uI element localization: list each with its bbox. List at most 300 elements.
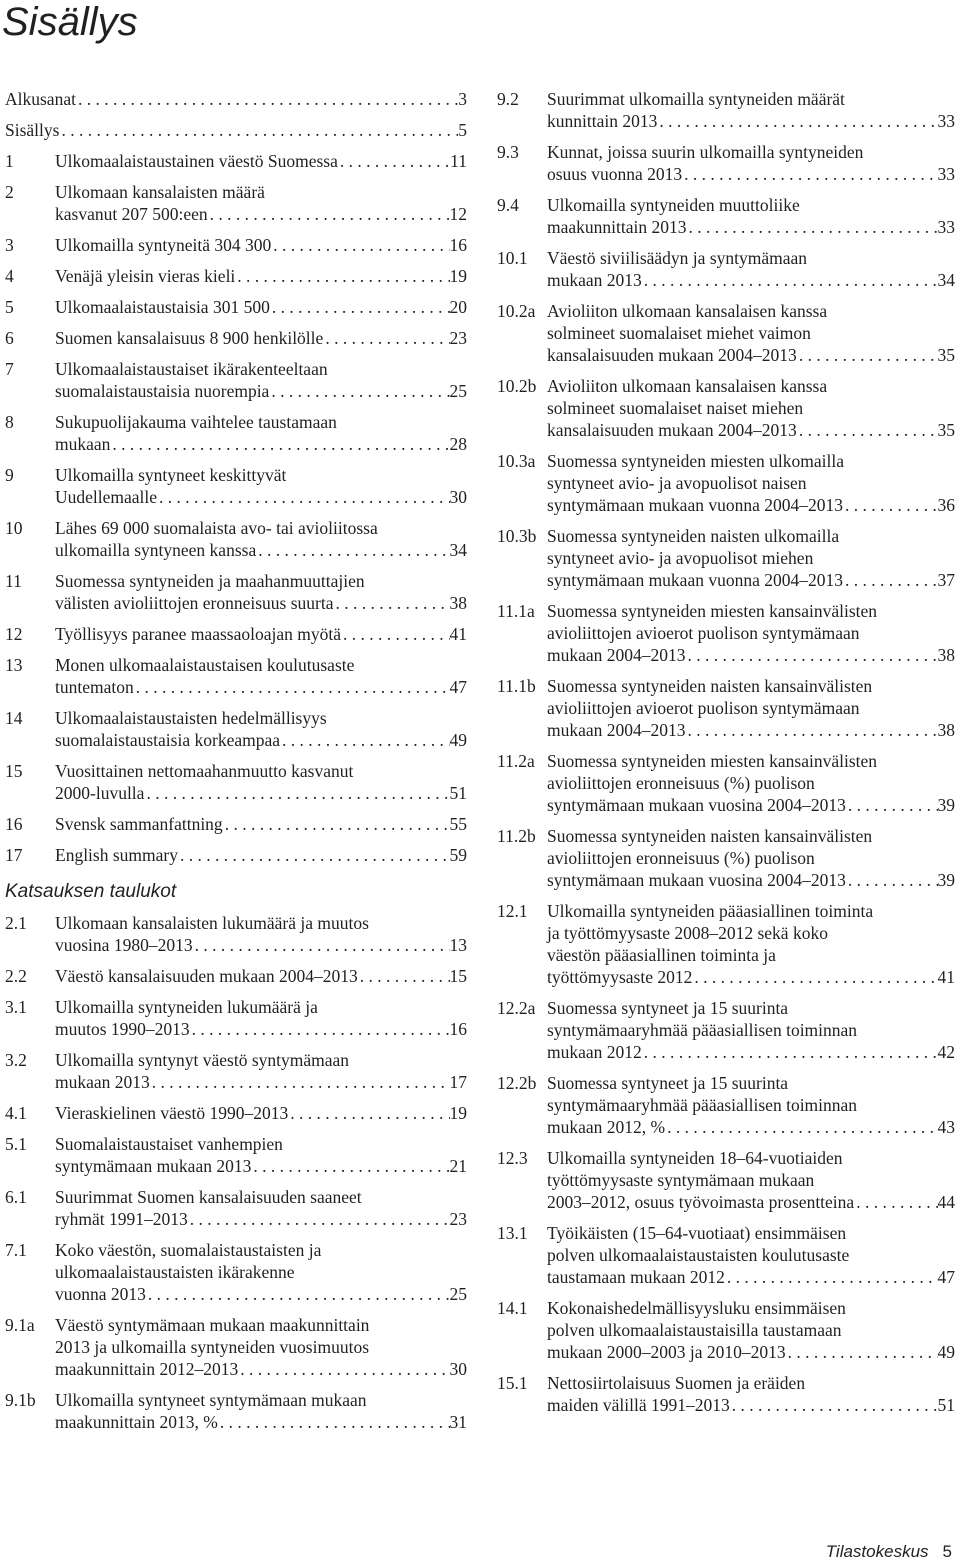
entry-number: 6.1 (5, 1187, 27, 1207)
dot-leader (157, 486, 449, 508)
entry-title-last-line (55, 729, 467, 751)
dot-leader (665, 1116, 937, 1138)
entry-title-last-line (55, 1358, 467, 1380)
entry-title-line: syntymämaaryhmää pääasiallisen toiminnan (547, 1095, 858, 1115)
table-entry[interactable] (5, 1133, 467, 1177)
entry-number: 6 (5, 328, 14, 348)
entry-title-text: syntymämaan mukaan vuosina 2004–2013 (547, 870, 846, 890)
tables-heading: Katsauksen taulukot (5, 881, 177, 902)
entry-number: 11.2a (497, 751, 535, 771)
entry-page-number: 38 (449, 593, 467, 613)
entry-title-last-line (55, 1071, 467, 1093)
dot-leader (238, 1358, 449, 1380)
table-entry[interactable] (497, 525, 955, 591)
publisher-name: Tilastokeskus (825, 1542, 929, 1561)
entry-title-last-line (55, 433, 467, 455)
dot-leader (692, 966, 937, 988)
dot-leader (846, 794, 938, 816)
dot-leader (642, 269, 938, 291)
entry-title-text: vuonna 2013 (55, 1284, 146, 1304)
entry-title-line: Ulkomailla syntyneet syntymämaan mukaan (55, 1390, 367, 1410)
dot-leader (338, 150, 450, 172)
entry-page-number: 25 (449, 1284, 467, 1304)
table-entry[interactable] (497, 1147, 955, 1213)
table-entry[interactable] (5, 996, 467, 1040)
entry-number: 9.1b (5, 1390, 36, 1410)
entry-title-last-line (547, 1116, 955, 1138)
entry-title-line: Sukupuolijakauma vaihtelee taustamaan (55, 412, 337, 432)
entry-number: 10.2a (497, 301, 536, 321)
entry-title-last-line (55, 539, 467, 561)
entry-title-last-line (547, 569, 955, 591)
entry-title-line: Suomessa syntyneiden naisten ulkomailla (547, 526, 840, 546)
chapter-entry[interactable] (5, 358, 467, 402)
entry-page-number: 31 (449, 1412, 467, 1432)
entry-title-text: syntymämaan mukaan vuosina 2004–2013 (547, 795, 846, 815)
entry-title-text: syntymämaan mukaan vuonna 2004–2013 (547, 495, 843, 515)
entry-title-line: avioliittojen eronneisuus (%) puolison (547, 773, 815, 793)
entry-number: 12 (5, 624, 23, 644)
page-footer (826, 1541, 952, 1563)
entry-title-text: Alkusanat (5, 89, 76, 109)
dot-leader (854, 1191, 937, 1213)
entry-page-number: 16 (449, 235, 467, 255)
entry-title-line: Nettosiirtolaisuus Suomen ja eräiden (547, 1373, 806, 1393)
table-entry[interactable] (497, 141, 955, 185)
entry-title-text: Väestö kansalaisuuden mukaan 2004–2013 (55, 966, 358, 986)
entry-title-text: mukaan 2000–2003 ja 2010–2013 (547, 1342, 786, 1362)
entry-title-line: Suomalaistaustaiset vanhempien (55, 1134, 283, 1154)
chapter-entry[interactable] (5, 234, 467, 256)
entry-title-line: Ulkomaalaistaustaiset ikärakenteeltaan (55, 359, 328, 379)
dot-leader (288, 1102, 449, 1124)
entry-title-last-line (547, 1341, 955, 1363)
dot-leader (846, 869, 938, 891)
entry-title-text: mukaan 2004–2013 (547, 645, 686, 665)
entry-title-line: väestön pääasiallinen toiminta ja (547, 945, 776, 965)
entry-title-line: Kunnat, joissa suurin ulkomailla syntyneiden (547, 142, 864, 162)
entry-number: 15 (5, 761, 23, 781)
toc-right-column (497, 88, 955, 1425)
dot-leader (144, 782, 449, 804)
table-entry[interactable] (497, 675, 955, 741)
entry-title-last-line (55, 782, 467, 804)
entry-page-number: 39 (937, 795, 955, 815)
chapter-list (5, 88, 467, 866)
table-entry[interactable] (497, 750, 955, 816)
entry-number: 10.3a (497, 451, 536, 471)
entry-title-line: Suomessa syntyneiden naisten kansainvälisten (547, 826, 873, 846)
entry-title-text: mukaan 2013 (547, 270, 642, 290)
entry-title-line: Suomessa syntyneet ja 15 suurinta (547, 1073, 789, 1093)
entry-title-line: avioliittojen avioerot puolison syntymämaan (547, 698, 860, 718)
entry-title-line: Ulkomailla syntyneiden lukumäärä ja (55, 997, 318, 1017)
entry-title-last-line (55, 676, 467, 698)
entry-title-last-line (547, 1266, 955, 1288)
entry-title-last-line (547, 966, 955, 988)
entry-title-line: Ulkomailla syntyneet keskittyvät (55, 465, 287, 485)
entry-number: 10.3b (497, 526, 537, 546)
dot-leader (223, 813, 450, 835)
table-entry[interactable] (497, 900, 955, 988)
entry-title-last-line (55, 1102, 467, 1124)
entry-number: 12.3 (497, 1148, 528, 1168)
entry-title-text: Venäjä yleisin vieras kieli (55, 266, 236, 286)
entry-title-text: mukaan (55, 434, 111, 454)
entry-title-line: Avioliiton ulkomaan kansalaisen kanssa (547, 301, 828, 321)
dot-leader (235, 265, 449, 287)
table-entry[interactable] (497, 375, 955, 441)
entry-title-text: muutos 1990–2013 (55, 1019, 190, 1039)
entry-title-line: solmineet suomalaiset naiset miehen (547, 398, 804, 418)
entry-title-last-line (55, 296, 467, 318)
dot-leader (730, 1394, 938, 1416)
dot-leader (270, 296, 450, 318)
entry-page-number: 38 (937, 645, 955, 665)
entry-title-text: tuntematon (55, 677, 134, 697)
toc-left-column (5, 88, 467, 1442)
entry-page-number: 20 (449, 297, 467, 317)
entry-page-number: 3 (458, 89, 467, 109)
dot-leader (323, 327, 449, 349)
entry-title-last-line (55, 1018, 467, 1040)
entry-number: 7.1 (5, 1240, 27, 1260)
entry-title-last-line (547, 719, 955, 741)
entry-title-text: Sisällys (5, 120, 60, 140)
dot-leader (188, 1208, 450, 1230)
entry-title-line: solmineet suomalaiset miehet vaimon (547, 323, 811, 343)
entry-page-number: 13 (449, 935, 467, 955)
dot-leader (251, 1155, 449, 1177)
dot-leader (59, 119, 458, 141)
table-entry[interactable] (5, 1239, 467, 1305)
entry-number: 5 (5, 297, 14, 317)
entry-title-line: Työikäisten (15–64-vuotiaat) ensimmäisen (547, 1223, 847, 1243)
chapter-entry[interactable] (5, 707, 467, 751)
chapter-entry[interactable] (5, 88, 467, 110)
chapter-entry[interactable] (5, 296, 467, 318)
entry-page-number: 43 (937, 1117, 955, 1137)
entry-number: 17 (5, 845, 23, 865)
dot-leader (642, 1041, 938, 1063)
entry-page-number: 59 (449, 845, 467, 865)
entry-title-text: Svensk sammanfattning (55, 814, 223, 834)
entry-page-number: 37 (937, 570, 955, 590)
entry-title-last-line (547, 110, 955, 132)
entry-page-number: 19 (449, 266, 467, 286)
entry-page-number: 33 (937, 217, 955, 237)
entry-title-line: Monen ulkomaalaistaustaisen koulutusaste (55, 655, 355, 675)
entry-page-number: 51 (449, 783, 467, 803)
entry-title-line: Ulkomailla syntyneiden 18–64-vuotiaiden (547, 1148, 843, 1168)
entry-page-number: 39 (937, 870, 955, 890)
entry-title-text: Suomen kansalaisuus 8 900 henkilölle (55, 328, 324, 348)
entry-page-number: 12 (449, 204, 467, 224)
entry-title-line: ulkomaalaistaustaisten ikärakenne (55, 1262, 295, 1282)
entry-title-last-line (547, 644, 955, 666)
chapter-entry[interactable] (5, 844, 467, 866)
entry-title-text: 2003–2012, osuus työvoimasta prosentteina (547, 1192, 855, 1212)
entry-number: 14 (5, 708, 23, 728)
dot-leader (280, 729, 450, 751)
entry-title-last-line (55, 592, 467, 614)
table-list-right (497, 88, 955, 1416)
chapter-entry[interactable] (5, 623, 467, 645)
dot-leader (76, 88, 458, 110)
page-number: 5 (942, 1542, 952, 1561)
entry-title-last-line (55, 1283, 467, 1305)
entry-title-line: Suomessa syntyneiden miesten kansainvälisten (547, 751, 878, 771)
entry-title-line: syntyneet avio- ja avopuolisot miehen (547, 548, 814, 568)
table-entry[interactable] (5, 912, 467, 956)
entry-page-number: 35 (937, 420, 955, 440)
dot-leader (686, 644, 938, 666)
entry-title-last-line (55, 380, 467, 402)
dot-leader (110, 433, 449, 455)
dot-leader (843, 569, 938, 591)
entry-title-last-line (547, 1191, 955, 1213)
entry-title-line: avioliittojen avioerot puolison syntymämaan (547, 623, 860, 643)
entry-page-number: 17 (449, 1072, 467, 1092)
entry-title-text: ryhmät 1991–2013 (55, 1209, 188, 1229)
chapter-entry[interactable] (5, 813, 467, 835)
entry-title-line: 2013 ja ulkomailla syntyneiden vuosimuutos (55, 1337, 370, 1357)
entry-title-last-line (55, 203, 467, 225)
entry-page-number: 23 (449, 328, 467, 348)
entry-page-number: 41 (449, 624, 467, 644)
chapter-entry[interactable] (5, 654, 467, 698)
page-title: Sisällys (2, 0, 138, 44)
chapter-entry[interactable] (5, 570, 467, 614)
dot-leader (725, 1266, 938, 1288)
entry-title-line: polven ulkomaalaistaustaisilla taustamaan (547, 1320, 842, 1340)
entry-title-text: Vieraskielinen väestö 1990–2013 (55, 1103, 289, 1123)
entry-page-number: 41 (937, 967, 955, 987)
entry-number: 2 (5, 182, 14, 202)
dot-leader (269, 380, 449, 402)
entry-number: 11.2b (497, 826, 536, 846)
entry-number: 12.1 (497, 901, 528, 921)
table-entry[interactable] (5, 1186, 467, 1230)
table-entry[interactable] (497, 450, 955, 516)
entry-title-line: Ulkomailla syntynyt väestö syntymämaan (55, 1050, 350, 1070)
entry-title-last-line (55, 486, 467, 508)
entry-page-number: 21 (449, 1156, 467, 1176)
dot-leader (786, 1341, 938, 1363)
entry-number: 13.1 (497, 1223, 528, 1243)
dot-leader (178, 844, 450, 866)
dot-leader (358, 965, 450, 987)
entry-title-last-line (55, 327, 467, 349)
dot-leader (682, 163, 937, 185)
entry-title-line: Suurimmat ulkomailla syntyneiden määrät (547, 89, 845, 109)
entry-page-number: 16 (449, 1019, 467, 1039)
entry-title-line: Ulkomaalaistaustaisten hedelmällisyys (55, 708, 327, 728)
table-entry[interactable] (497, 88, 955, 132)
entry-page-number: 44 (937, 1192, 955, 1212)
entry-title-text: maakunnittain 2013 (547, 217, 687, 237)
entry-title-line: Ulkomaan kansalaisten määrä (55, 182, 265, 202)
table-entry[interactable] (497, 300, 955, 366)
entry-number: 9.4 (497, 195, 519, 215)
table-entry[interactable] (497, 1072, 955, 1138)
entry-title-text: kunnittain 2013 (547, 111, 658, 131)
entry-title-line: Väestö syntymämaan mukaan maakunnittain (55, 1315, 370, 1335)
dot-leader (218, 1411, 450, 1433)
entry-title-last-line (547, 216, 955, 238)
chapter-entry[interactable] (5, 411, 467, 455)
chapter-entry[interactable] (5, 760, 467, 804)
entry-title-text: työttömyysaste 2012 (547, 967, 693, 987)
entry-title-last-line (547, 344, 955, 366)
chapter-entry[interactable] (5, 517, 467, 561)
entry-title-line: avioliittojen eronneisuus (%) puolison (547, 848, 815, 868)
dot-leader (657, 110, 937, 132)
entry-page-number: 30 (449, 1359, 467, 1379)
entry-title-line: Suomessa syntyneiden miesten kansainvälisten (547, 601, 878, 621)
table-entry[interactable] (497, 194, 955, 238)
entry-page-number: 47 (937, 1267, 955, 1287)
entry-title-last-line (55, 813, 467, 835)
chapter-entry[interactable] (5, 150, 467, 172)
dot-leader (797, 344, 938, 366)
dot-leader (687, 216, 938, 238)
chapter-entry[interactable] (5, 265, 467, 287)
entry-page-number: 30 (449, 487, 467, 507)
entry-page-number: 34 (937, 270, 955, 290)
entry-title-line: Avioliiton ulkomaan kansalaisen kanssa (547, 376, 828, 396)
entry-title-text: vuosina 1980–2013 (55, 935, 193, 955)
table-entry[interactable] (497, 600, 955, 666)
entry-title-last-line (547, 869, 955, 891)
entry-title-last-line (55, 1155, 467, 1177)
entry-number: 9.3 (497, 142, 519, 162)
entry-title-text: syntymämaan mukaan 2013 (55, 1156, 252, 1176)
table-entry[interactable] (5, 1314, 467, 1380)
entry-title-last-line (547, 1041, 955, 1063)
entry-title-line: Suomessa syntyneet ja 15 suurinta (547, 998, 789, 1018)
entry-title-line: Lähes 69 000 suomalaista avo- tai avioliitossa (55, 518, 378, 538)
dot-leader (150, 1071, 450, 1093)
entry-number: 16 (5, 814, 23, 834)
table-entry[interactable] (5, 965, 467, 987)
entry-number: 9.1a (5, 1315, 35, 1335)
entry-page-number: 51 (937, 1395, 955, 1415)
entry-title-last-line (5, 88, 467, 110)
entry-number: 10.1 (497, 248, 528, 268)
entry-title-text: välisten avioliittojen eronneisuus suurta (55, 593, 334, 613)
entry-number: 5.1 (5, 1134, 27, 1154)
entry-title-last-line (547, 269, 955, 291)
entry-page-number: 5 (458, 120, 467, 140)
entry-title-text: kansalaisuuden mukaan 2004–2013 (547, 420, 797, 440)
entry-title-text: English summary (55, 845, 178, 865)
entry-title-last-line (55, 150, 467, 172)
entry-title-line: Suomessa syntyneiden ja maahanmuuttajien (55, 571, 365, 591)
dot-leader (334, 592, 450, 614)
entry-page-number: 34 (449, 540, 467, 560)
entry-title-last-line (55, 1411, 467, 1433)
entry-title-last-line (547, 1394, 955, 1416)
dot-leader (190, 1018, 450, 1040)
entry-number: 12.2b (497, 1073, 537, 1093)
entry-title-line: polven ulkomaalaistaustaisten koulutusaste (547, 1245, 850, 1265)
table-entry[interactable] (497, 1222, 955, 1288)
entry-title-text: 2000-luvulla (55, 783, 145, 803)
entry-title-line: työttömyysaste syntymämaan mukaan (547, 1170, 815, 1190)
entry-title-last-line (547, 163, 955, 185)
dot-leader (208, 203, 450, 225)
entry-number: 2.1 (5, 913, 27, 933)
entry-title-text: maiden välillä 1991–2013 (547, 1395, 730, 1415)
entry-title-text: Ulkomaalaistaustainen väestö Suomessa (55, 151, 338, 171)
table-entry[interactable] (5, 1389, 467, 1433)
table-entry[interactable] (497, 997, 955, 1063)
table-entry[interactable] (497, 247, 955, 291)
table-entry[interactable] (497, 1372, 955, 1416)
entry-number: 3.1 (5, 997, 27, 1017)
chapter-entry[interactable] (5, 464, 467, 508)
entry-title-text: suomalaistaustaisia korkeampaa (55, 730, 280, 750)
entry-page-number: 47 (449, 677, 467, 697)
entry-page-number: 33 (937, 164, 955, 184)
entry-title-last-line (55, 1208, 467, 1230)
entry-number: 8 (5, 412, 14, 432)
entry-page-number: 49 (449, 730, 467, 750)
dot-leader (146, 1283, 450, 1305)
table-entry[interactable] (497, 1297, 955, 1363)
entry-title-line: Vuosittainen nettomaahanmuutto kasvanut (55, 761, 354, 781)
entry-page-number: 19 (449, 1103, 467, 1123)
entry-number: 2.2 (5, 966, 27, 986)
entry-title-text: Ulkomaalaistaustaisia 301 500 (55, 297, 270, 317)
entry-title-text: Työllisyys paranee maassaoloajan myötä (55, 624, 341, 644)
entry-title-text: mukaan 2012 (547, 1042, 642, 1062)
dot-leader (134, 676, 450, 698)
entry-number: 9.2 (497, 89, 519, 109)
table-entry[interactable] (497, 825, 955, 891)
entry-title-last-line (55, 965, 467, 987)
entry-number: 10.2b (497, 376, 537, 396)
entry-title-text: Uudellemaalle (55, 487, 158, 507)
entry-title-text: taustamaan mukaan 2012 (547, 1267, 725, 1287)
entry-title-line: syntymämaaryhmää pääasiallisen toiminnan (547, 1020, 858, 1040)
chapter-entry[interactable] (5, 327, 467, 349)
chapter-entry[interactable] (5, 181, 467, 225)
entry-title-text: mukaan 2004–2013 (547, 720, 686, 740)
entry-title-line: Ulkomaan kansalaisten lukumäärä ja muutos (55, 913, 369, 933)
table-entry[interactable] (5, 1102, 467, 1124)
dot-leader (797, 419, 938, 441)
entry-number: 4 (5, 266, 14, 286)
entry-title-last-line (55, 234, 467, 256)
entry-title-line: Kokonaishedelmällisyysluku ensimmäisen (547, 1298, 846, 1318)
entry-title-text: osuus vuonna 2013 (547, 164, 683, 184)
entry-page-number: 33 (937, 111, 955, 131)
entry-title-text: Ulkomailla syntyneitä 304 300 (55, 235, 272, 255)
entry-title-text: mukaan 2013 (55, 1072, 150, 1092)
entry-number: 10 (5, 518, 23, 538)
table-entry[interactable] (5, 1049, 467, 1093)
entry-page-number: 23 (449, 1209, 467, 1229)
entry-title-text: mukaan 2012, % (547, 1117, 666, 1137)
entry-title-last-line (55, 844, 467, 866)
entry-title-text: maakunnittain 2013, % (55, 1412, 218, 1432)
entry-number: 12.2a (497, 998, 536, 1018)
chapter-entry[interactable] (5, 119, 467, 141)
entry-title-line: Suomessa syntyneiden naisten kansainvälisten (547, 676, 873, 696)
dot-leader (193, 934, 450, 956)
